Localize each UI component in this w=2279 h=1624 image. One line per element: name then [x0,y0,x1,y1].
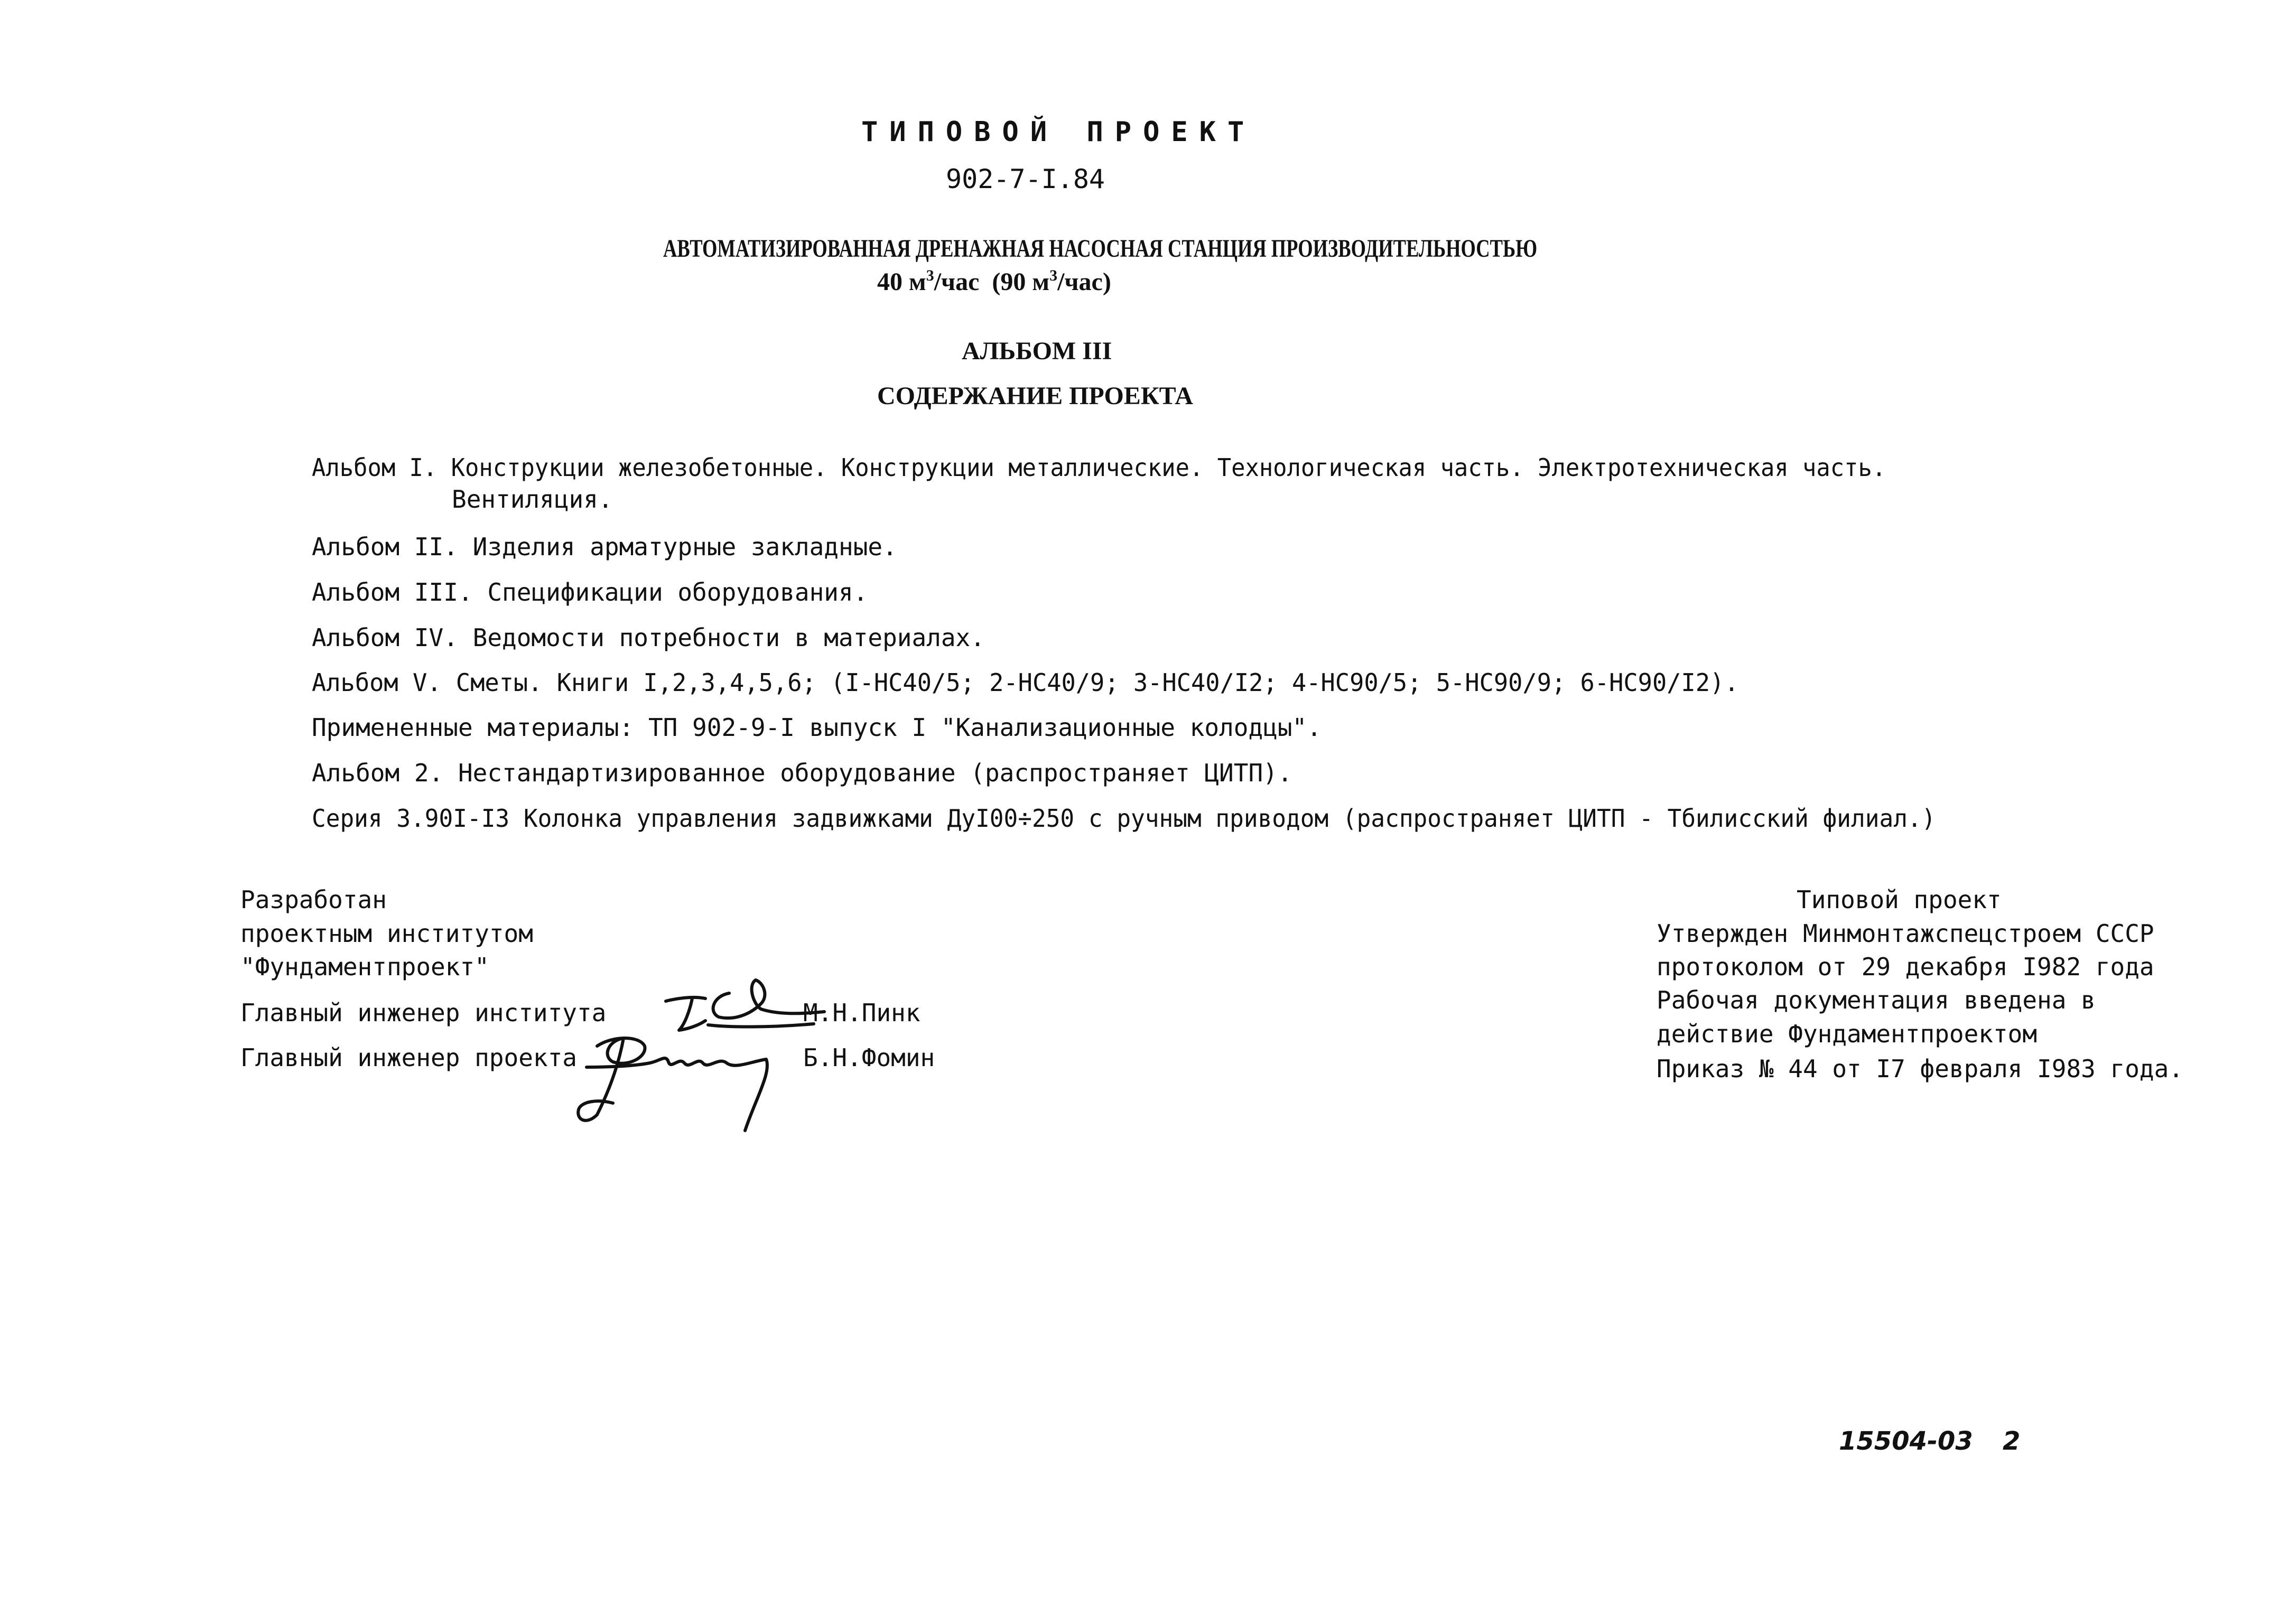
chief-engineer-project-name: Б.Н.Фомин [803,1043,935,1072]
approval-line-6: Приказ № 44 от I7 февраля I983 года. [1657,1054,2183,1083]
approval-line-5: действие Фундаментпроектом [1657,1020,2038,1048]
chief-engineer-institute-role: Главный инженер института [240,998,607,1027]
chief-engineer-institute-name: М.Н.Пинк [803,998,920,1027]
contents-item-album-2-nonstandard: Альбом 2. Нестандартизированное оборудование (распространяет ЦИТП). [312,759,1292,787]
capacity-a-unit: /час [934,268,980,296]
approval-line-3: протоколом от 29 декабря I982 года [1657,953,2154,981]
document-number: 15504-03 [1839,1426,1973,1456]
approval-line-4: Рабочая документация введена в [1657,986,2096,1014]
contents-item-album-5: Альбом V. Сметы. Книги I,2,3,4,5,6; (I-НС40/5; 2-НС40/9; 3-НС40/I2; 4-НС90/5; 5-НС90/9; 6-НС90/I2). [312,668,1739,697]
contents-item-album-2: Альбом II. Изделия арматурные закладные. [312,533,897,561]
capacity-a-sup: 3 [926,267,934,284]
contents-title: СОДЕРЖАНИЕ ПРОЕКТА [877,382,1193,410]
signature-project [555,1004,798,1136]
approval-line-1: Типовой проект [1797,885,2002,914]
contents-item-album-3: Альбом III. Спецификации оборудования. [312,578,868,606]
developer-line-2: проектным институтом [240,919,533,948]
developer-line-3: "Фундаментпроект" [240,953,489,981]
contents-item-album-4: Альбом IV. Ведомости потребности в материалах. [312,623,985,652]
chief-engineer-project-role: Главный инженер проекта [240,1043,577,1072]
page-number: 2 [2003,1426,2021,1456]
project-capacity [877,267,1111,296]
album-title: АЛЬБОМ III [962,337,1112,365]
document-title: ТИПОВОЙ ПРОЕКТ [861,116,1256,148]
contents-item-album-1: Альбом I. Конструкции железобетонные. Конструкции металлические. Технологическая часть. Электротехническая часть. [312,453,1886,482]
capacity-b-unit: /час) [1057,268,1111,296]
capacity-b-value: (90 м [992,268,1050,296]
contents-item-series: Серия 3.90I-I3 Колонка управления задвижками ДуI00÷250 с ручным приводом (распространяет ЦИТП - Тбилисский филиал.) [312,804,1936,833]
contents-item-materials: Примененные материалы: ТП 902-9-I выпуск I "Канализационные колодцы". [312,713,1322,742]
developer-line-1: Разработан [240,885,387,914]
project-code: 902-7-I.84 [946,164,1105,194]
approval-line-2: Утвержден Минмонтажспецстроем СССР [1657,919,2154,948]
project-subject: АВТОМАТИЗИРОВАННАЯ ДРЕНАЖНАЯ НАСОСНАЯ СТАНЦИЯ ПРОИЗВОДИТЕЛЬНОСТЬЮ [663,235,1538,263]
capacity-b-sup: 3 [1049,267,1058,284]
contents-item-album-1-cont: Вентиляция. [452,485,613,514]
capacity-a-value: 40 м [877,268,926,296]
